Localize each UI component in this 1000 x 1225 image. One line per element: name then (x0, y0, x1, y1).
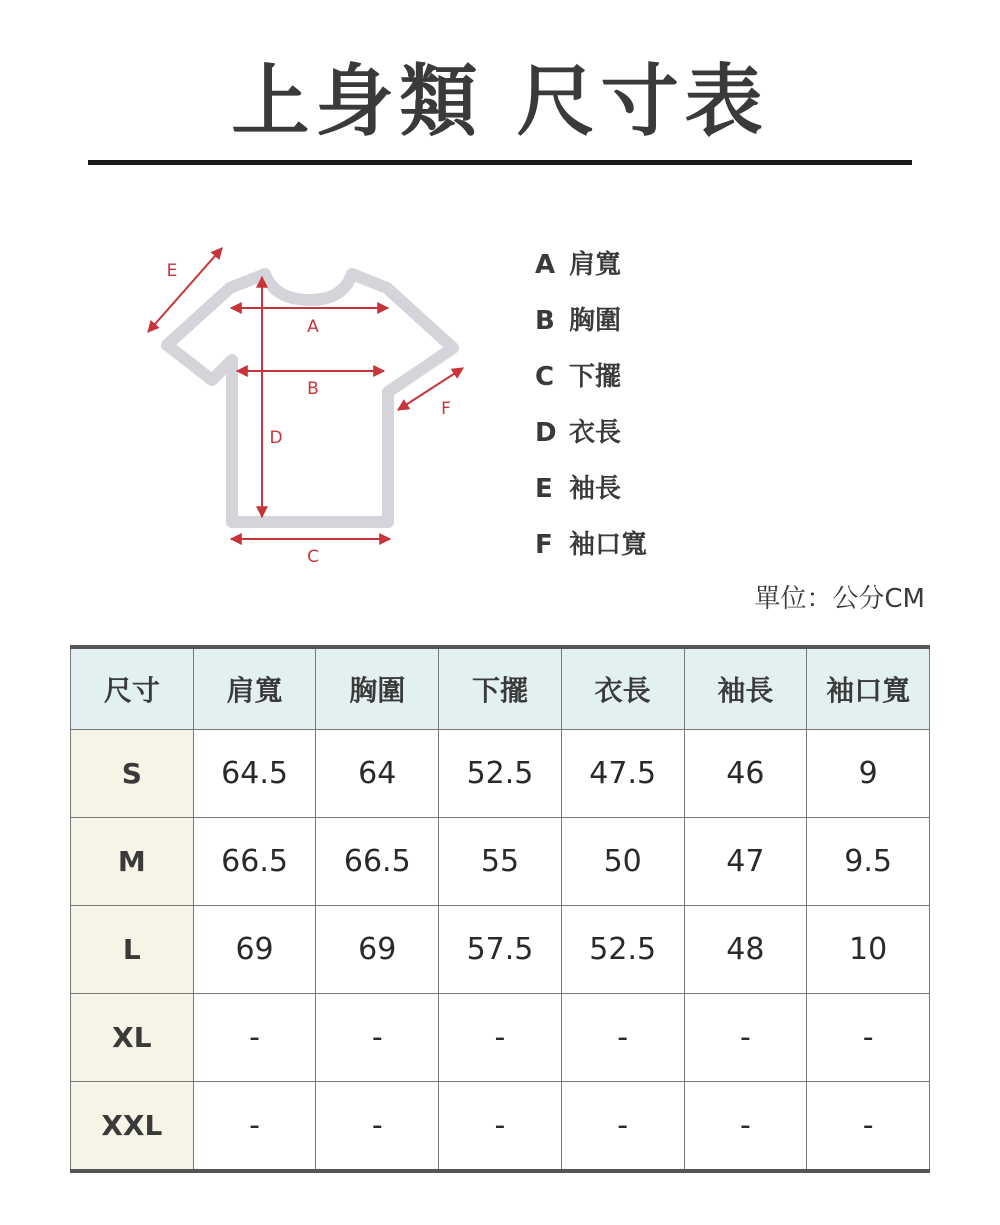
measure-label-a: A (307, 317, 319, 337)
legend-label: 衣長 (569, 418, 622, 448)
table-cell: 52.5 (439, 730, 562, 818)
size-table (70, 645, 930, 1173)
title-divider (88, 160, 912, 165)
header-cell-shoulder: 肩寬 (193, 647, 316, 730)
legend-item-b (535, 301, 647, 357)
measurement-legend (535, 245, 647, 581)
measure-e-arrow (148, 248, 222, 332)
table-cell: 64 (316, 730, 439, 818)
legend-item-c (535, 357, 647, 413)
table-cell: - (193, 1082, 316, 1172)
table-cell: 57.5 (439, 906, 562, 994)
table-cell: 69 (193, 906, 316, 994)
table-row (71, 818, 930, 906)
table-cell: 48 (684, 906, 807, 994)
page-title: 上身類 尺寸表 (231, 57, 769, 147)
tshirt-diagram-svg (130, 230, 490, 580)
table-cell: 50 (561, 818, 684, 906)
size-cell: S (71, 730, 194, 818)
legend-label: 肩寬 (569, 250, 622, 280)
legend-label: 袖口寬 (569, 530, 648, 560)
legend-label: 下擺 (569, 362, 622, 392)
header-cell-size: 尺寸 (71, 647, 194, 730)
legend-letter: B (535, 306, 555, 336)
table-cell: 66.5 (193, 818, 316, 906)
legend-letter: F (535, 530, 553, 560)
table-cell: 46 (684, 730, 807, 818)
measure-label-e: E (166, 261, 178, 281)
header-cell-hem: 下擺 (439, 647, 562, 730)
size-cell: M (71, 818, 194, 906)
table-cell: - (439, 994, 562, 1082)
table-cell: - (807, 994, 930, 1082)
legend-item-f (535, 525, 647, 581)
table-cell: - (439, 1082, 562, 1172)
table-cell: - (316, 1082, 439, 1172)
table-row (71, 730, 930, 818)
header-cell-sleeve-length: 袖長 (684, 647, 807, 730)
table-cell: 55 (439, 818, 562, 906)
legend-label: 袖長 (569, 474, 622, 504)
measure-label-d: D (269, 428, 283, 448)
header-cell-cuff-width: 袖口寬 (807, 647, 930, 730)
size-cell: L (71, 906, 194, 994)
table-header-row (71, 647, 930, 730)
table-cell: 69 (316, 906, 439, 994)
measure-label-b: B (307, 379, 319, 399)
table-cell: - (316, 994, 439, 1082)
measure-label-f: F (441, 399, 451, 419)
legend-letter: A (535, 250, 556, 280)
table-cell: - (807, 1082, 930, 1172)
table-row (71, 1082, 930, 1172)
header-cell-length: 衣長 (561, 647, 684, 730)
size-cell: XL (71, 994, 194, 1082)
table-row (71, 906, 930, 994)
table-cell: 9 (807, 730, 930, 818)
legend-item-a (535, 245, 647, 301)
table-cell: 64.5 (193, 730, 316, 818)
table-cell: - (684, 1082, 807, 1172)
table-cell: - (561, 1082, 684, 1172)
table-cell: 66.5 (316, 818, 439, 906)
legend-label: 胸圍 (569, 306, 622, 336)
unit-note: 單位：公分CM (754, 584, 925, 614)
table-cell: 47 (684, 818, 807, 906)
legend-item-e (535, 469, 647, 525)
legend-letter: C (535, 362, 555, 392)
table-cell: 10 (807, 906, 930, 994)
table-row (71, 994, 930, 1082)
legend-letter: E (535, 474, 553, 504)
table-cell: - (684, 994, 807, 1082)
legend-letter: D (535, 418, 557, 448)
header-cell-chest: 胸圍 (316, 647, 439, 730)
table-cell: 52.5 (561, 906, 684, 994)
tshirt-measurement-diagram (130, 230, 490, 580)
table-cell: - (561, 994, 684, 1082)
table-cell: 9.5 (807, 818, 930, 906)
legend-item-d (535, 413, 647, 469)
size-cell: XXL (71, 1082, 194, 1172)
table-cell: - (193, 994, 316, 1082)
table-cell: 47.5 (561, 730, 684, 818)
measure-label-c: C (307, 547, 319, 567)
